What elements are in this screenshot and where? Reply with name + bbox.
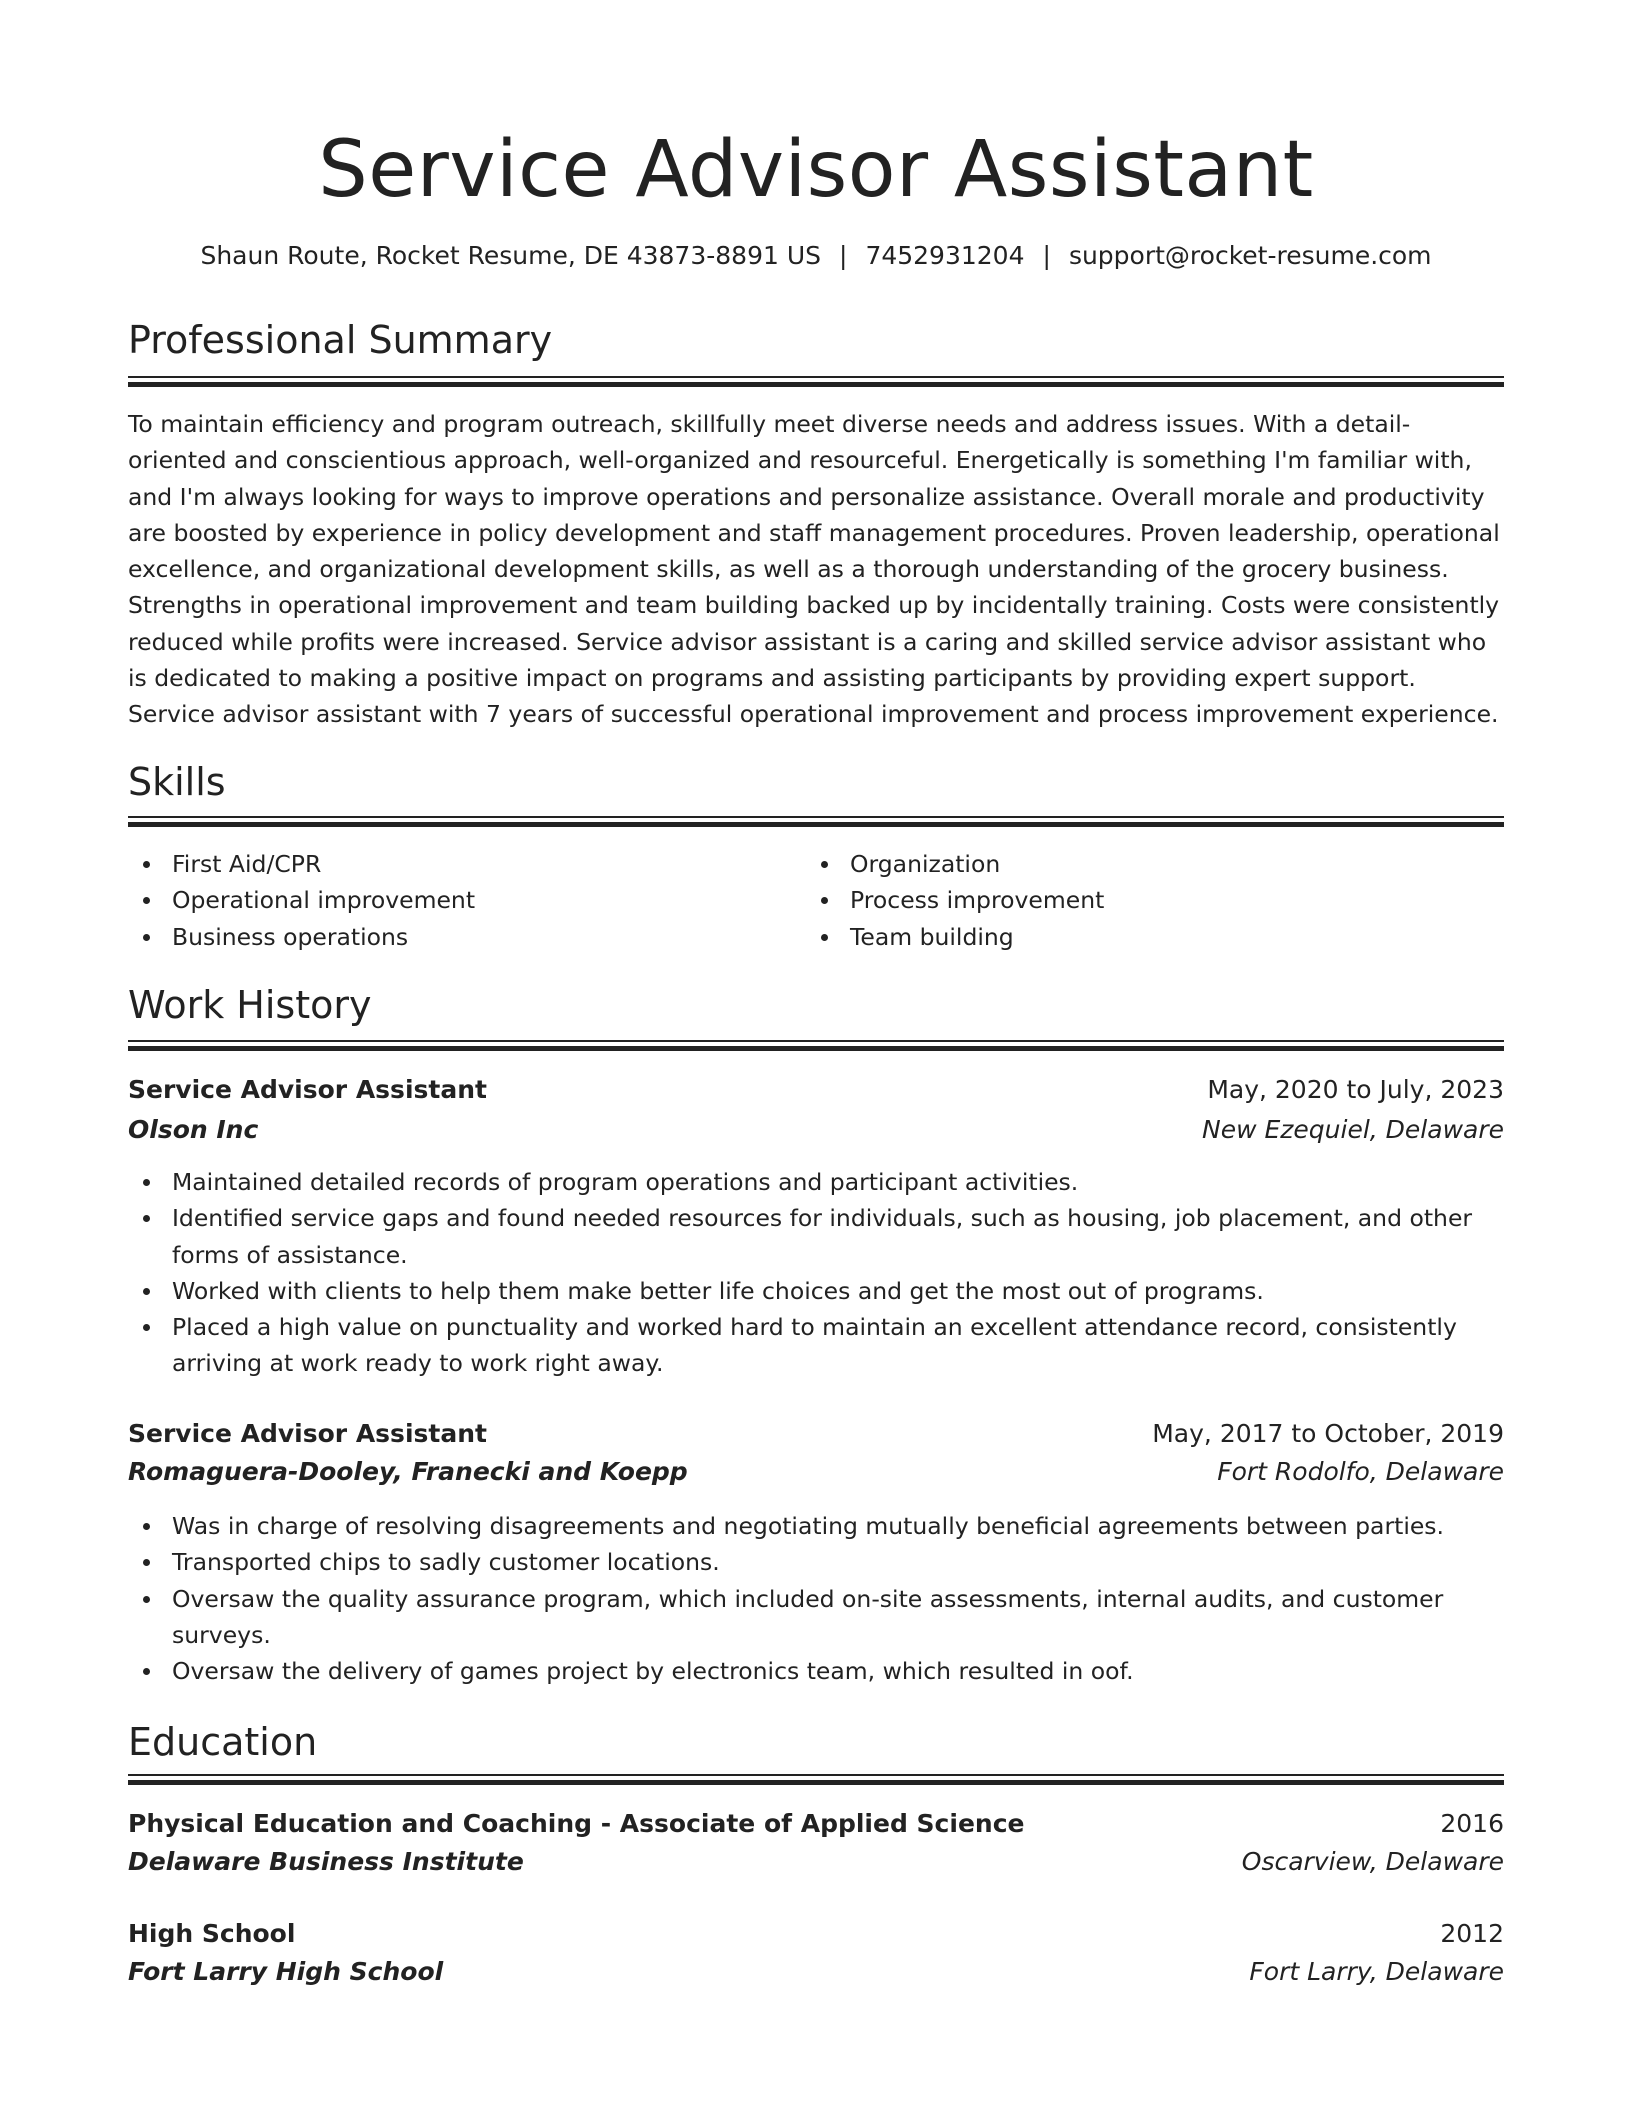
- education-school: Delaware Business Institute: [128, 1847, 524, 1876]
- job-location: Fort Rodolfo, Delaware: [1217, 1457, 1504, 1486]
- bullet-icon: [143, 1324, 150, 1331]
- list-item: [128, 1273, 1504, 1309]
- list-item: [128, 1200, 1504, 1273]
- job-bullets: [128, 1164, 1504, 1382]
- summary-text: To maintain efficiency and program outreach, skillfully meet diverse needs and address issues. With a detail-oriented and conscientious approach, well-organized and resourceful. Energetically is something I'm familiar with, and I'm always looking for ways to improve operations and personalize assistance. Overall morale and productivity are boosted by experience in policy development and staff management procedures. Proven leadership, operational excellence, and organizational development skills, as well as a thorough understanding of the grocery business. Strengths in operational improvement and team building backed up by incidentally training. Costs were consistently reduced while profits were increased. Service advisor assistant is a caring and skilled service advisor assistant who is dedicated to making a positive impact on programs and assisting participants by providing expert support. Service advisor assistant with 7 years of successful operational improvement and process improvement experience.: [128, 410, 1500, 729]
- education-year: 2016: [1440, 1809, 1504, 1838]
- bullet-icon: [143, 861, 150, 868]
- list-item: [128, 1653, 1504, 1689]
- bullet-icon: [821, 934, 828, 941]
- bullet-icon: [143, 934, 150, 941]
- skill-item: Operational improvement: [172, 886, 476, 915]
- contact-email: support@rocket-resume.com: [1068, 241, 1432, 270]
- education-header: [128, 1805, 1504, 1843]
- education-degree: High School: [128, 1919, 296, 1948]
- job-subheader: [128, 1111, 1504, 1149]
- contact-phone: 7452931204: [865, 241, 1025, 270]
- skills-list-right: [806, 846, 1486, 955]
- section-divider: [128, 816, 1504, 826]
- contact-address: Shaun Route, Rocket Resume, DE 43873-8891 US: [200, 241, 821, 270]
- job-bullet-text: Identified service gaps and found needed resources for individuals, such as housing, job placement, and other forms of assistance.: [172, 1204, 1473, 1269]
- job-bullet-text: Placed a high value on punctuality and worked hard to maintain an excellent attendance record, consistently arriving at work ready to work right away.: [172, 1313, 1457, 1378]
- bullet-icon: [143, 1179, 150, 1186]
- section-title-skills: Skills: [128, 760, 226, 804]
- bullet-icon: [821, 897, 828, 904]
- bullet-icon: [143, 1559, 150, 1566]
- education-school: Fort Larry High School: [128, 1957, 444, 1986]
- section-title-work-history: Work History: [128, 983, 372, 1027]
- bullet-icon: [143, 897, 150, 904]
- skill-item: Process improvement: [850, 886, 1105, 915]
- job-dates: May, 2017 to October, 2019: [1152, 1419, 1504, 1448]
- section-title-summary: Professional Summary: [128, 318, 553, 362]
- section-title-education: Education: [128, 1720, 318, 1764]
- skills-list-left: [128, 846, 788, 955]
- list-item: [128, 919, 788, 955]
- section-divider: [128, 1040, 1504, 1050]
- job-subheader: [128, 1453, 1504, 1491]
- list-item: [128, 1164, 1504, 1200]
- job-position: Service Advisor Assistant: [128, 1419, 487, 1448]
- skill-item: First Aid/CPR: [172, 850, 322, 878]
- bullet-icon: [143, 1668, 150, 1675]
- bullet-icon: [143, 1288, 150, 1295]
- job-header: [128, 1415, 1504, 1453]
- education-location: Oscarview, Delaware: [1241, 1847, 1504, 1876]
- job-bullet-text: Was in charge of resolving disagreements and negotiating mutually beneficial agreements between parties.: [172, 1512, 1445, 1540]
- job-bullet-text: Oversaw the delivery of games project by electronics team, which resulted in oof.: [172, 1657, 1134, 1686]
- job-location: New Ezequiel, Delaware: [1202, 1115, 1504, 1144]
- bullet-icon: [143, 1523, 150, 1530]
- job-bullet-text: Transported chips to sadly customer locations.: [172, 1548, 720, 1577]
- list-item: [806, 919, 1486, 955]
- job-company: Romaguera-Dooley, Franecki and Koepp: [128, 1457, 688, 1486]
- list-item: [128, 1508, 1504, 1544]
- section-divider: [128, 1774, 1504, 1784]
- section-divider: [128, 376, 1504, 386]
- contact-separator: |: [1042, 241, 1051, 270]
- job-dates: May, 2020 to July, 2023: [1207, 1075, 1504, 1104]
- education-header: [128, 1915, 1504, 1953]
- job-company: Olson Inc: [128, 1115, 259, 1144]
- job-bullets: [128, 1508, 1504, 1689]
- list-item: [806, 882, 1486, 918]
- list-item: [128, 1309, 1504, 1382]
- job-bullet-text: Maintained detailed records of program operations and participant activities.: [172, 1168, 1079, 1196]
- list-item: [128, 882, 788, 918]
- skill-item: Team building: [850, 922, 1014, 951]
- skill-item: Business operations: [172, 922, 409, 951]
- education-degree: Physical Education and Coaching - Associate of Applied Science: [128, 1809, 1025, 1838]
- contact-line: [128, 238, 1504, 274]
- education-subheader: [128, 1843, 1504, 1881]
- job-bullet-text: Worked with clients to help them make better life choices and get the most out of programs.: [172, 1276, 1264, 1305]
- list-item: [128, 1544, 1504, 1580]
- job-bullet-text: Oversaw the quality assurance program, which included on-site assessments, internal audits, and customer surveys.: [172, 1584, 1444, 1649]
- education-year: 2012: [1440, 1919, 1504, 1948]
- list-item: [806, 846, 1486, 882]
- contact-separator: |: [839, 241, 848, 270]
- bullet-icon: [821, 861, 828, 868]
- job-position: Service Advisor Assistant: [128, 1075, 487, 1104]
- list-item: [128, 1581, 1504, 1654]
- education-subheader: [128, 1953, 1504, 1991]
- job-header: [128, 1071, 1504, 1109]
- resume-name: Service Advisor Assistant: [318, 125, 1314, 215]
- bullet-icon: [143, 1215, 150, 1222]
- skill-item: Organization: [850, 850, 1001, 878]
- list-item: [128, 846, 788, 882]
- education-location: Fort Larry, Delaware: [1249, 1957, 1504, 1986]
- bullet-icon: [143, 1596, 150, 1603]
